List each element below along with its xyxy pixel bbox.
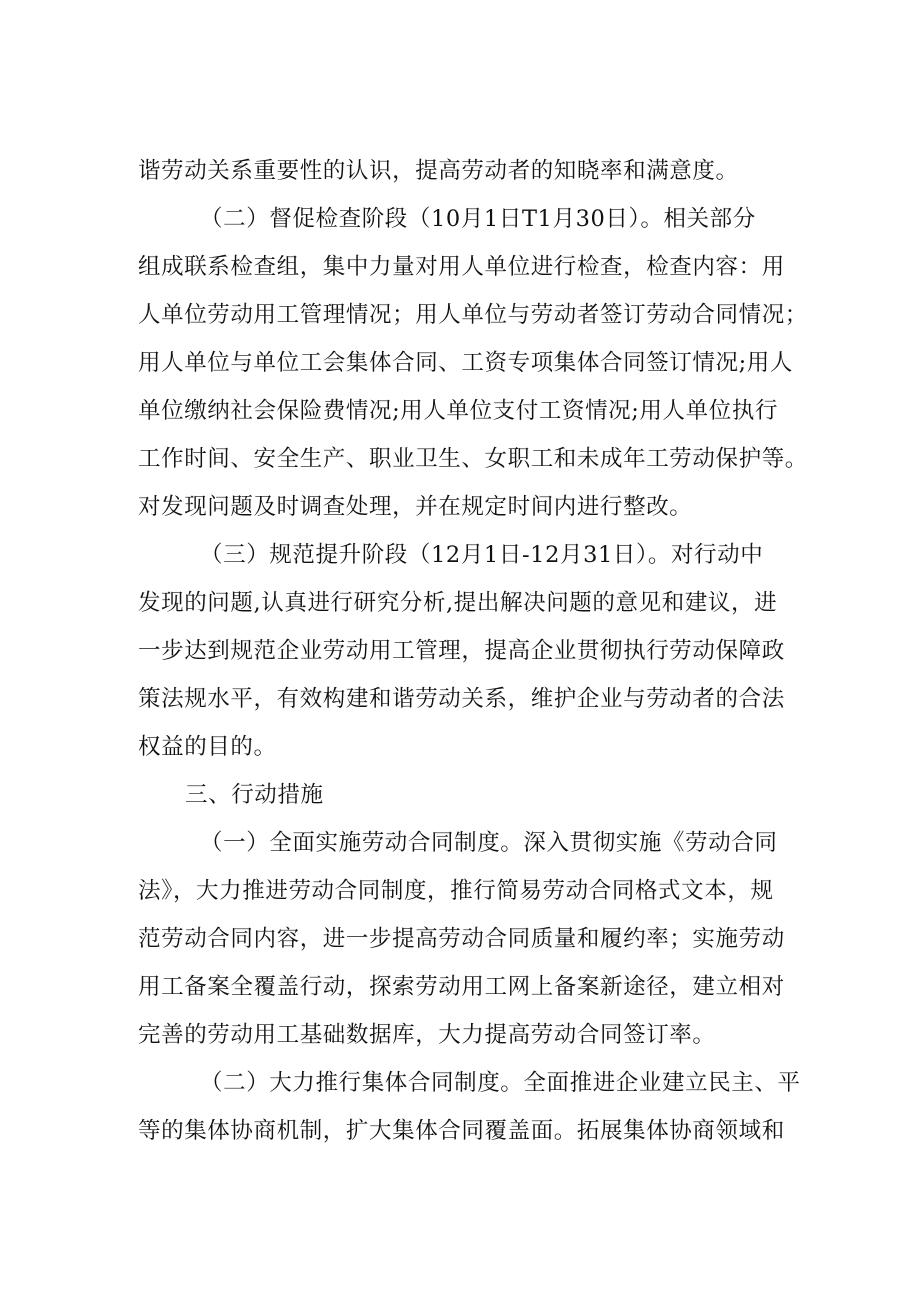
- section-heading: 三、行动措施: [185, 782, 324, 808]
- paragraph-line: 单位缴纳社会保险费情况;用人单位支付工资情况;用人单位执行: [138, 398, 779, 424]
- paragraph-line: 策法规水平，有效构建和谐劳动关系，维护企业与劳动者的合法: [138, 686, 785, 712]
- paragraph-line: （一）全面实施劳动合同制度。深入贯彻实施《劳动合同: [200, 830, 778, 856]
- paragraph-line: 发现的问题,认真进行研究分析,提出解决问题的意见和建议，进: [138, 590, 778, 616]
- paragraph-line: （三）规范提升阶段（12月1日-12月31日）。对行动中: [200, 542, 764, 568]
- paragraph-line: 组成联系检查组，集中力量对用人单位进行检查，检查内容：用: [138, 254, 785, 280]
- paragraph-line: 对发现问题及时调查处理，并在规定时间内进行整改。: [138, 494, 693, 520]
- paragraph-line: 人单位劳动用工管理情况；用人单位与劳动者签订劳动合同情况；: [138, 302, 808, 328]
- paragraph-line: （二）督促检查阶段（10月1日T1月30日）。相关部分: [200, 206, 756, 232]
- paragraph-line: 等的集体协商机制，扩大集体合同覆盖面。拓展集体协商领域和: [138, 1118, 785, 1144]
- paragraph-line: 用工备案全覆盖行动，探索劳动用工网上备案新途径，建立相对: [138, 974, 785, 1000]
- paragraph-line: 权益的目的。: [138, 734, 277, 760]
- paragraph-line: 法》，大力推进劳动合同制度，推行简易劳动合同格式文本，规: [138, 878, 774, 904]
- paragraph-line: 用人单位与单位工会集体合同、工资专项集体合同签订情况;用人: [138, 350, 793, 376]
- paragraph-line: 范劳动合同内容，进一步提高劳动合同质量和履约率；实施劳动: [138, 926, 785, 952]
- paragraph-line: 完善的劳动用工基础数据库，大力提高劳动合同签订率。: [138, 1022, 716, 1048]
- paragraph-line: 一步达到规范企业劳动用工管理，提高企业贯彻执行劳动保障政: [138, 638, 785, 664]
- paragraph-line: 谐劳动关系重要性的认识，提高劳动者的知晓率和满意度。: [138, 158, 739, 184]
- paragraph-line: 工作时间、安全生产、职业卫生、女职工和未成年工劳动保护等。: [138, 446, 808, 472]
- paragraph-line: （二）大力推行集体合同制度。全面推进企业建立民主、平: [200, 1070, 801, 1096]
